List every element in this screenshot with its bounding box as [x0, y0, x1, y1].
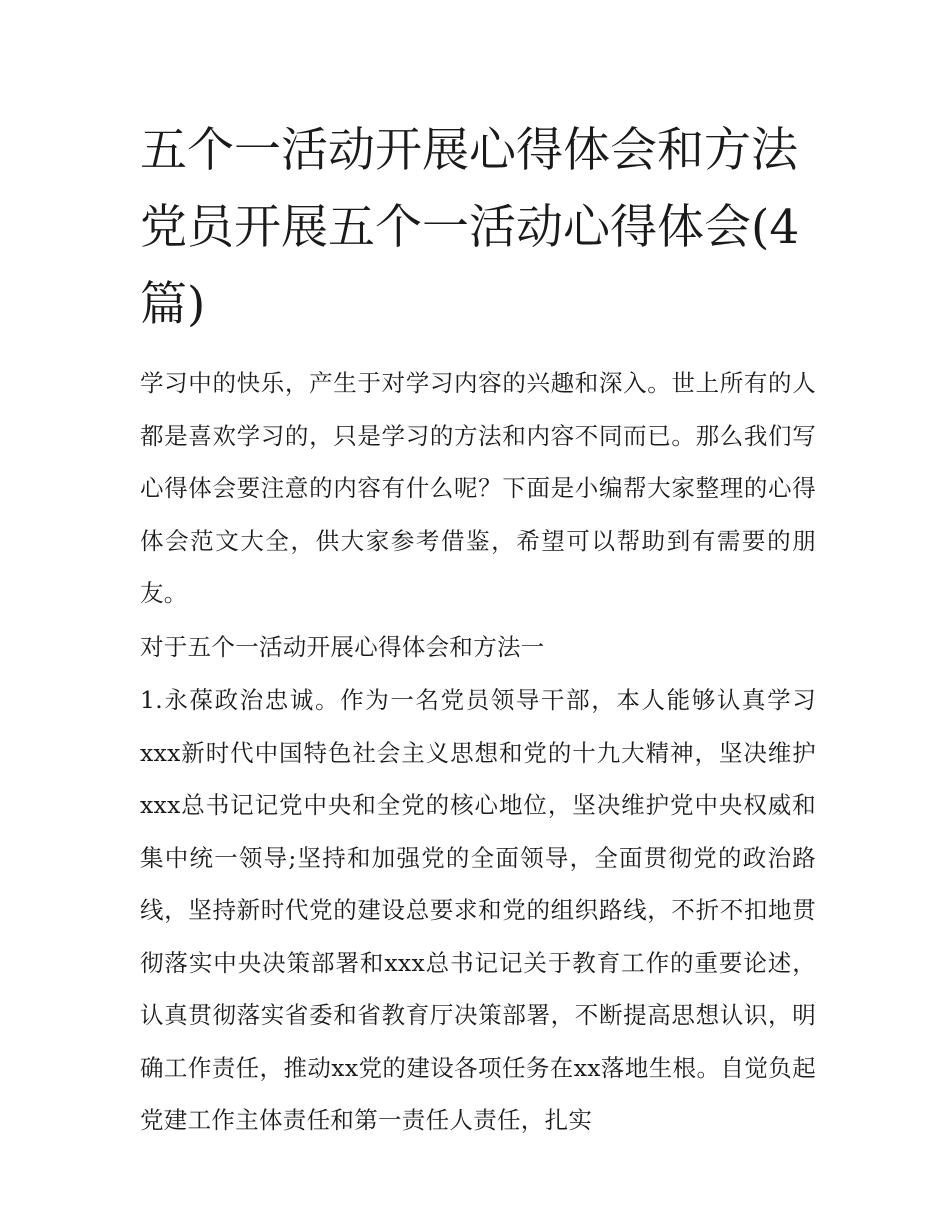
document-body	[140, 357, 816, 1147]
body-paragraph: 1.永葆政治忠诚。作为一名党员领导干部，本人能够认真学习xxx新时代中国特色社会主义思想和党的十九大精神，坚决维护xxx总书记记党中央和全党的核心地位，坚决维护党中央权威和集中统一领导;坚持和加强党的全面领导，全面贯彻党的政治路线，坚持新时代党的建设总要求和党的组织路线，不折不扣地贯彻落实中央决策部署和xxx总书记记关于教育工作的重要论述，认真贯彻落实省委和省教育厅决策部署，不断提高思想认识，明确工作责任，推动xx党的建设各项任务在xx落地生根。自觉负起党建工作主体责任和第一责任人责任，扎实	[140, 686, 816, 1134]
document-title: 五个一活动开展心得体会和方法 党员开展五个一活动心得体会(4篇)	[140, 123, 800, 332]
document-page	[140, 112, 816, 1148]
intro-paragraph: 学习中的快乐，产生于对学习内容的兴趣和深入。世上所有的人都是喜欢学习的，只是学习的方法和内容不同而已。那么我们写心得体会要注意的内容有什么呢？下面是小编帮大家整理的心得体会范文大全，供大家参考借鉴，希望可以帮助到有需要的朋友。	[140, 369, 816, 607]
section-heading: 对于五个一活动开展心得体会和方法一	[140, 632, 545, 661]
